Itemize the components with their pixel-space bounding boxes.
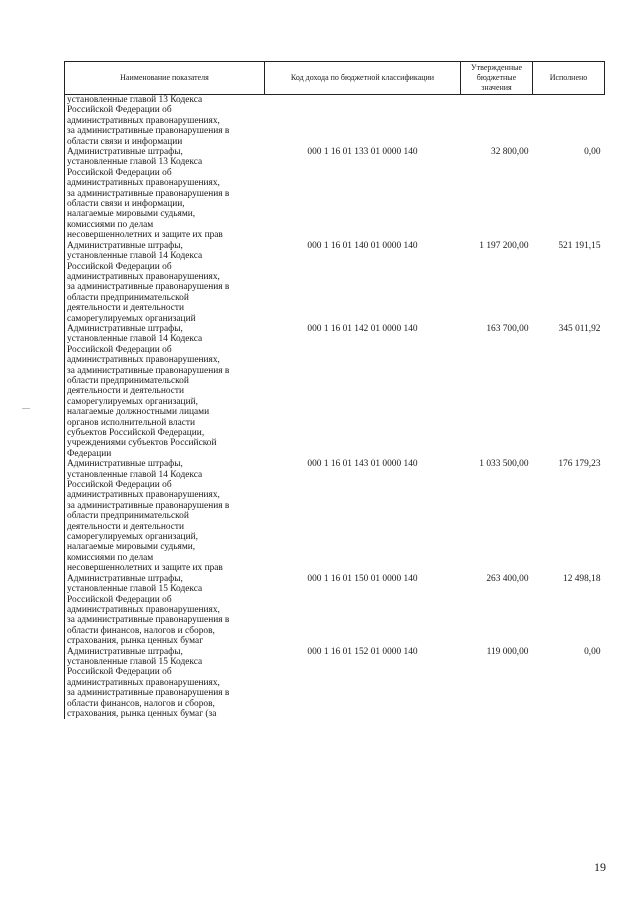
table-row [65, 459, 605, 573]
row-approved: 119 000,00 [486, 646, 529, 657]
row-name: Административные штрафы, установленные главой 15 Кодекса Российской Федерации об административных правонарушениях, за административные правонарушения в области финансов, налогов и сборов, страхования, рынка ценных бумаг (за [65, 647, 265, 720]
row-code: 000 1 16 01 143 01 0000 140 [307, 459, 418, 470]
row-name: Административные штрафы, установленные главой 14 Кодекса Российской Федерации об административных правонарушениях, за административные правонарушения в области предпринимательской деятельности и деятельности саморегулируемых организаций, налагаемые должностными лицами органов исполнительной власти субъектов Российской Федерации, учреждениями субъектов Российской Федерации [65, 324, 265, 459]
table-header [65, 62, 605, 95]
table-row [65, 147, 605, 241]
row-name: установленные главой 13 Кодекса Российской Федерации об административных правонарушениях, за административные правонарушения в области связи и информации [65, 95, 265, 148]
row-code: 000 1 16 01 140 01 0000 140 [307, 240, 418, 251]
header-indicator-name: Наименование показателя [65, 62, 265, 95]
table-row-continuation [65, 95, 605, 148]
row-approved: 1 197 200,00 [479, 240, 529, 251]
row-code: 000 1 16 01 152 01 0000 140 [307, 646, 418, 657]
table-row [65, 324, 605, 459]
row-approved: 163 700,00 [486, 323, 529, 334]
table-row [65, 647, 605, 720]
row-code: 000 1 16 01 142 01 0000 140 [307, 323, 418, 334]
row-executed: 176 179,23 [558, 459, 601, 470]
table-row [65, 574, 605, 647]
row-approved: 263 400,00 [486, 573, 529, 584]
scan-mark [22, 408, 30, 409]
row-name: Административные штрафы, установленные главой 14 Кодекса Российской Федерации об административных правонарушениях, за административные правонарушения в области предпринимательской деятельности и деятельности саморегулируемых организаций, налагаемые мировыми судьями, комиссиями по делам несовершеннолетних и защите их прав [65, 459, 265, 573]
row-executed: 0,00 [584, 646, 601, 657]
row-code: 000 1 16 01 133 01 0000 140 [307, 147, 418, 158]
header-approved-values: Утвержденные бюджетные значения [461, 62, 533, 95]
row-executed: 521 191,15 [558, 240, 601, 251]
revenue-table [64, 61, 605, 719]
row-name: Административные штрафы, установленные главой 14 Кодекса Российской Федерации об административных правонарушениях, за административные правонарушения в области предпринимательской деятельности и деятельности саморегулируемых организаций [65, 241, 265, 324]
row-approved: 32 800,00 [491, 147, 529, 158]
row-approved: 1 033 500,00 [479, 459, 529, 470]
row-executed: 0,00 [584, 147, 601, 158]
header-executed: Исполнено [533, 62, 605, 95]
table-row [65, 241, 605, 324]
row-code: 000 1 16 01 150 01 0000 140 [307, 573, 418, 584]
row-executed: 12 498,18 [563, 573, 601, 584]
row-name: Административные штрафы, установленные главой 13 Кодекса Российской Федерации об административных правонарушениях, за административные правонарушения в области связи и информации, налагаемые мировыми судьями, комиссиями по делам несовершеннолетних и защите их прав [65, 147, 265, 241]
header-revenue-code: Код дохода по бюджетной классификации [265, 62, 461, 95]
page-number: 19 [594, 860, 606, 874]
row-name: Административные штрафы, установленные главой 15 Кодекса Российской Федерации об административных правонарушениях, за административные правонарушения в области финансов, налогов и сборов, страхования, рынка ценных бумаг [65, 574, 265, 647]
row-executed: 345 011,92 [558, 323, 601, 334]
